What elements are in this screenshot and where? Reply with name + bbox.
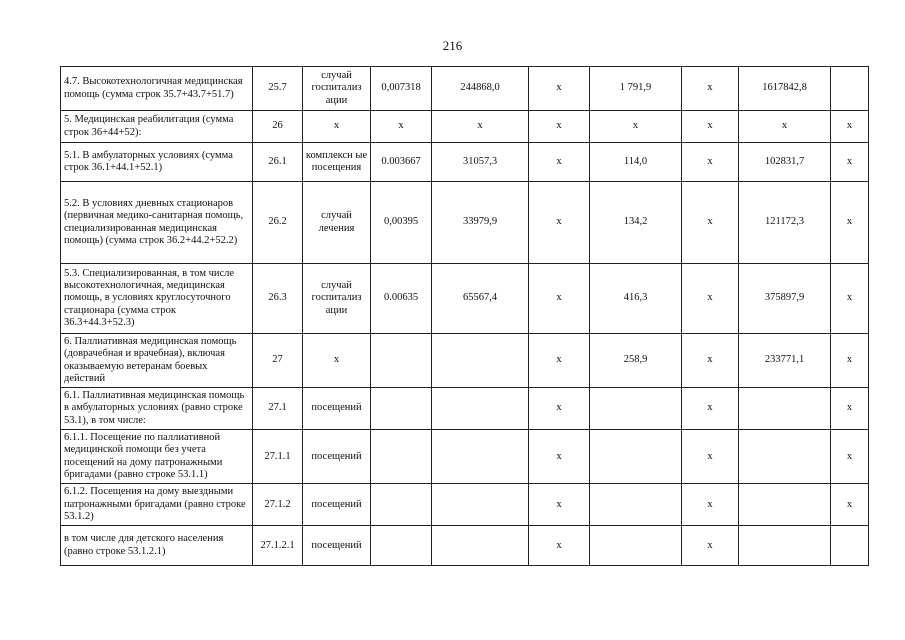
table-row [61,526,869,566]
row-col7-cell: x [590,111,682,143]
row-unit-cell: случай госпитализ ации [303,264,371,334]
row-unit-cell: x [303,334,371,388]
row-col9-cell: x [739,111,831,143]
row-unit-cell: случай лечения [303,182,371,264]
row-col7-cell [590,484,682,526]
row-code-cell: 26.1 [253,143,303,182]
row-col8-cell: x [682,430,739,484]
row-code-cell: 27.1.2.1 [253,526,303,566]
row-col8-cell: x [682,143,739,182]
row-unit-cell: x [303,111,371,143]
row-col9-cell: 1617842,8 [739,67,831,111]
row-code-cell: 27 [253,334,303,388]
table-row [61,143,869,182]
row-col6-cell: x [529,264,590,334]
row-col4-cell: 0,007318 [371,67,432,111]
row-col9-cell [739,484,831,526]
row-col4-cell [371,526,432,566]
row-name-cell: 6. Паллиативная медицинская помощь (доврачебная и врачебная), включая оказываемую ветеранам боевых действий [61,334,253,388]
row-col6-cell: x [529,430,590,484]
row-code-cell: 26 [253,111,303,143]
row-col8-cell: x [682,388,739,430]
row-col5-cell [432,430,529,484]
table-row [61,430,869,484]
row-code-cell: 26.2 [253,182,303,264]
row-col10-cell: x [831,111,869,143]
row-name-cell: 6.1. Паллиативная медицинская помощь в амбулаторных условиях (равно строке 53.1), в том числе: [61,388,253,430]
row-col6-cell: x [529,334,590,388]
row-col5-cell: 65567,4 [432,264,529,334]
row-col10-cell [831,67,869,111]
row-name-cell: 4.7. Высокотехнологичная медицинская помощь (сумма строк 35.7+43.7+51.7) [61,67,253,111]
row-col4-cell: 0,00395 [371,182,432,264]
row-col5-cell: 244868,0 [432,67,529,111]
row-col4-cell: x [371,111,432,143]
row-col5-cell: 31057,3 [432,143,529,182]
row-name-cell: 6.1.1. Посещение по паллиативной медицинской помощи без учета посещений на дому патронажными бригадами (равно строке 53.1.1) [61,430,253,484]
row-code-cell: 26.3 [253,264,303,334]
row-col7-cell: 134,2 [590,182,682,264]
row-name-cell: 5.3. Специализированная, в том числе высокотехнологичная, медицинская помощь, в условиях круглосуточного стационара (сумма строк 36.3+44.3+52.3) [61,264,253,334]
row-name-cell: 5.2. В условиях дневных стационаров (первичная медико-санитарная помощь, специализированная медицинская помощь) (сумма строк 36.2+44.2+52.2) [61,182,253,264]
row-col6-cell: x [529,526,590,566]
row-unit-cell: комплексн ые посещения [303,143,371,182]
row-col7-cell: 416,3 [590,264,682,334]
row-col9-cell [739,526,831,566]
row-col7-cell: 258,9 [590,334,682,388]
row-col10-cell: x [831,264,869,334]
row-col6-cell: x [529,182,590,264]
row-unit-cell: посещений [303,430,371,484]
table-row [61,67,869,111]
row-col10-cell: x [831,143,869,182]
row-col4-cell [371,484,432,526]
row-col4-cell: 0.00635 [371,264,432,334]
row-col8-cell: x [682,111,739,143]
table-row [61,182,869,264]
row-col7-cell [590,430,682,484]
row-name-cell: 5.1. В амбулаторных условиях (сумма строк 36.1+44.1+52.1) [61,143,253,182]
row-col5-cell [432,484,529,526]
row-col8-cell: x [682,264,739,334]
row-col5-cell [432,526,529,566]
row-col4-cell: 0.003667 [371,143,432,182]
row-code-cell: 25.7 [253,67,303,111]
row-col8-cell: x [682,484,739,526]
row-col8-cell: x [682,182,739,264]
row-code-cell: 27.1.2 [253,484,303,526]
row-name-cell: в том числе для детского населения (равно строке 53.1.2.1) [61,526,253,566]
page-number: 216 [442,38,463,53]
data-table [60,66,869,566]
row-col6-cell: x [529,484,590,526]
row-col4-cell [371,334,432,388]
row-name-cell: 5. Медицинская реабилитация (сумма строк 36+44+52): [61,111,253,143]
table-row [61,484,869,526]
row-col10-cell [831,526,869,566]
row-col6-cell: x [529,67,590,111]
table-row [61,264,869,334]
row-col9-cell [739,430,831,484]
table-body [61,67,869,566]
row-col7-cell [590,388,682,430]
table-row [61,388,869,430]
row-col7-cell [590,526,682,566]
row-col9-cell: 102831,7 [739,143,831,182]
row-name-cell: 6.1.2. Посещения на дому выездными патронажными бригадами (равно строке 53.1.2) [61,484,253,526]
row-col5-cell [432,334,529,388]
row-col5-cell [432,388,529,430]
row-col5-cell: 33979,9 [432,182,529,264]
row-col9-cell [739,388,831,430]
row-col9-cell: 375897,9 [739,264,831,334]
row-col8-cell: x [682,67,739,111]
row-col7-cell: 114,0 [590,143,682,182]
row-col9-cell: 233771,1 [739,334,831,388]
row-col4-cell [371,388,432,430]
row-col4-cell [371,430,432,484]
row-col6-cell: x [529,388,590,430]
row-col7-cell: 1 791,9 [590,67,682,111]
row-col6-cell: x [529,111,590,143]
row-unit-cell: посещений [303,388,371,430]
row-unit-cell: посещений [303,484,371,526]
row-col10-cell: x [831,484,869,526]
table-row [61,111,869,143]
row-unit-cell: посещений [303,526,371,566]
row-col5-cell: x [432,111,529,143]
row-col10-cell: x [831,430,869,484]
table-row [61,334,869,388]
row-code-cell: 27.1 [253,388,303,430]
row-code-cell: 27.1.1 [253,430,303,484]
row-col10-cell: x [831,388,869,430]
row-col10-cell: x [831,182,869,264]
row-col8-cell: x [682,526,739,566]
row-col8-cell: x [682,334,739,388]
row-unit-cell: случай госпитализ ации [303,67,371,111]
row-col9-cell: 121172,3 [739,182,831,264]
row-col6-cell: x [529,143,590,182]
row-col10-cell: x [831,334,869,388]
